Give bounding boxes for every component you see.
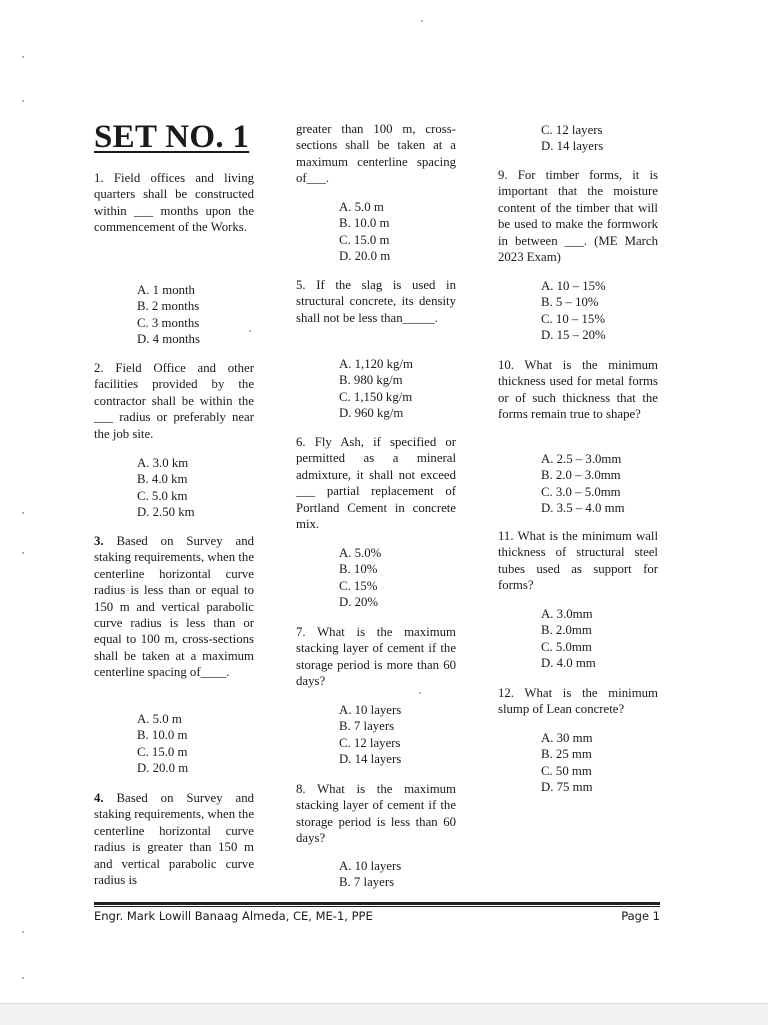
option: B. 980 kg/m xyxy=(339,373,403,388)
question-text: Based on Survey and staking requirements, when the centerline horizontal curve radius is greater than 150 m and vertical parabolic curve radius is xyxy=(94,791,255,888)
question-3 xyxy=(94,533,254,681)
option: B. 4.0 km xyxy=(137,472,188,487)
scan-bottom-band xyxy=(0,1003,768,1025)
page-title: SET NO. 1 xyxy=(94,119,250,155)
question-number: 1. xyxy=(94,171,104,185)
option: A. 3.0mm xyxy=(541,607,593,621)
question-number: 12. xyxy=(498,686,514,700)
options-12 xyxy=(541,730,661,796)
option: C. 1,150 kg/m xyxy=(339,389,413,404)
question-11 xyxy=(498,528,658,594)
question-10 xyxy=(498,357,658,423)
options-8 xyxy=(339,858,459,891)
option: C. 50 mm xyxy=(541,763,592,778)
question-text: What is the maximum stacking layer of cement if the storage period is less than 60 days? xyxy=(296,782,457,846)
option: A. 2.5 – 3.0mm xyxy=(541,452,622,466)
options-6 xyxy=(339,545,459,611)
question-text: Field Office and other facilities provided by the contractor shall be within the ___ radius or preferably near the job site. xyxy=(94,361,254,441)
question-text: Field offices and living quarters shall be constructed within ___ months upon the commencement of the Works. xyxy=(94,171,255,235)
scan-speck xyxy=(22,977,24,979)
option: D. 4 months xyxy=(137,332,200,347)
option: B. 5 – 10% xyxy=(541,295,599,310)
question-number: 10. xyxy=(498,358,514,372)
options-3 xyxy=(137,711,257,777)
question-text: Based on Survey and staking requirements, when the centerline horizontal curve radius is less than or equal to 150 m and vertical parabolic curve radius is less than or equal to 100 m, cross-sections shall be taken at a maximum centerline spacing of____. xyxy=(94,534,255,680)
option: A. 1,120 kg/m xyxy=(339,357,413,371)
question-7 xyxy=(296,624,456,690)
option: B. 10.0 m xyxy=(339,216,390,231)
question-number: 6. xyxy=(296,435,306,449)
options-5 xyxy=(339,356,459,422)
question-text: For timber forms, it is important that the moisture content of the timber that will be used to make the formwork in between ___. (ME March 2023 Exam) xyxy=(498,168,658,265)
option: C. 12 layers xyxy=(339,735,401,750)
option: A. 5.0 m xyxy=(339,200,384,214)
question-number: 9. xyxy=(498,168,508,182)
option: B. 25 mm xyxy=(541,747,592,762)
scan-speck xyxy=(22,552,24,554)
question-text: Fly Ash, if specified or permitted as a mineral admixture, it shall not exceed ___ partial replacement of Portland Cement in concrete mix. xyxy=(296,435,456,532)
option: C. 15.0 m xyxy=(339,232,390,247)
scan-speck xyxy=(421,20,423,22)
option: D. 2.50 km xyxy=(137,505,195,520)
option: C. 5.0 km xyxy=(137,488,188,503)
option: C. 5.0mm xyxy=(541,639,592,654)
options-4 xyxy=(339,199,459,265)
question-number: 4. xyxy=(94,791,104,805)
option: C. 15.0 m xyxy=(137,744,188,759)
question-text: What is the minimum slump of Lean concrete? xyxy=(498,686,659,717)
question-text: What is the minimum thickness used for metal forms or of such thickness that the forms remain true to shape? xyxy=(498,358,659,422)
option: D. 15 – 20% xyxy=(541,328,606,343)
option: A. 10 – 15% xyxy=(541,279,606,293)
question-2 xyxy=(94,360,254,442)
option: B. 10% xyxy=(339,562,378,577)
scan-speck xyxy=(419,692,421,694)
options-1 xyxy=(137,282,257,348)
question-6 xyxy=(296,434,456,532)
footer-rule xyxy=(94,902,660,905)
question-number: 8. xyxy=(296,782,306,796)
option: C. 10 – 15% xyxy=(541,311,605,326)
scan-speck xyxy=(22,56,24,58)
options-9 xyxy=(541,278,661,344)
question-1 xyxy=(94,170,254,236)
option: B. 2 months xyxy=(137,299,200,314)
question-text: greater than 100 m, cross-sections shall be taken at a maximum centerline spacing of___. xyxy=(296,122,456,186)
question-12 xyxy=(498,685,658,718)
option: B. 2.0 – 3.0mm xyxy=(541,468,621,483)
question-number: 7. xyxy=(296,625,306,639)
option: B. 10.0 m xyxy=(137,728,188,743)
scan-speck xyxy=(22,931,24,933)
question-number: 3. xyxy=(94,534,104,548)
option: D. 75 mm xyxy=(541,780,593,795)
question-number: 5. xyxy=(296,278,306,292)
question-4 xyxy=(94,790,254,888)
option: C. 12 layers xyxy=(541,123,603,137)
scan-speck xyxy=(22,100,24,102)
option: D. 14 layers xyxy=(541,139,604,154)
option: B. 7 layers xyxy=(339,719,395,734)
option: A. 5.0% xyxy=(339,546,382,560)
option: C. 15% xyxy=(339,578,378,593)
question-5 xyxy=(296,277,456,326)
options-10 xyxy=(541,451,661,517)
option: A. 30 mm xyxy=(541,731,593,745)
options-7 xyxy=(339,702,459,768)
footer-author: Engr. Mark Lowill Banaag Almeda, CE, ME-1, PPE xyxy=(94,909,373,923)
options-8-continued xyxy=(541,122,661,155)
option: B. 7 layers xyxy=(339,875,395,890)
question-number: 2. xyxy=(94,361,104,375)
question-number: 11. xyxy=(498,529,514,543)
option: D. 20% xyxy=(339,595,379,610)
option: A. 1 month xyxy=(137,283,195,297)
option: A. 3.0 km xyxy=(137,456,189,470)
question-4-continued xyxy=(296,121,456,187)
option: A. 5.0 m xyxy=(137,712,182,726)
question-text: What is the maximum stacking layer of cement if the storage period is more than 60 days? xyxy=(296,625,457,689)
page-number: Page 1 xyxy=(621,909,660,923)
option: D. 960 kg/m xyxy=(339,406,404,421)
scan-speck xyxy=(22,512,24,514)
question-text: If the slag is used in structural concrete, its density shall not be less than_____. xyxy=(296,278,457,325)
options-11 xyxy=(541,606,661,672)
option: D. 20.0 m xyxy=(137,761,189,776)
option: A. 10 layers xyxy=(339,703,402,717)
option: B. 2.0mm xyxy=(541,623,592,638)
option: D. 20.0 m xyxy=(339,249,391,264)
option: C. 3 months xyxy=(137,315,200,330)
question-9 xyxy=(498,167,658,265)
option: D. 3.5 – 4.0 mm xyxy=(541,501,625,516)
question-8 xyxy=(296,781,456,847)
option: A. 10 layers xyxy=(339,859,402,873)
option: C. 3.0 – 5.0mm xyxy=(541,484,621,499)
footer-rule xyxy=(94,906,660,907)
options-2 xyxy=(137,455,257,521)
option: D. 14 layers xyxy=(339,752,402,767)
option: D. 4.0 mm xyxy=(541,656,596,671)
question-text: What is the minimum wall thickness of structural steel tubes used as support for forms? xyxy=(498,529,659,593)
